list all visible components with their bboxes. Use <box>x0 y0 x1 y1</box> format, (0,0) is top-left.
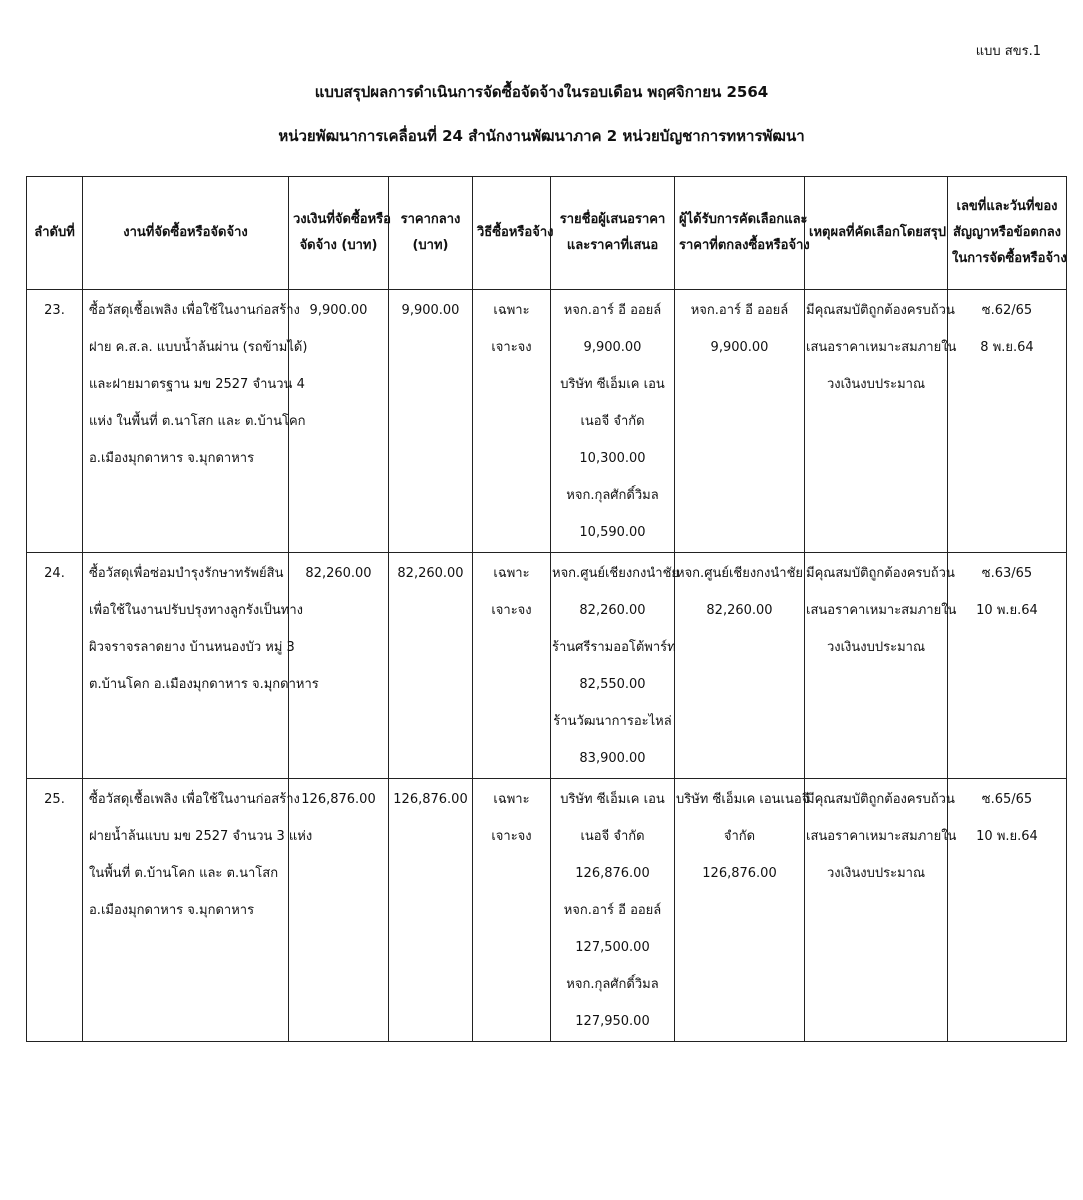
cell-text-line: ในพื้นที่ ต.บ้านโคก และ ต.นาโสก <box>89 866 279 881</box>
cell-text-line: 126,876.00 <box>702 866 777 881</box>
cell-text-line: 82,260.00 <box>706 603 773 618</box>
cell-text-line: ซื้อวัสดุเชื้อเพลิง เพื่อใช้ในงานก่อสร้าง <box>89 792 300 807</box>
cell-text-line: จำกัด <box>723 829 756 844</box>
cell-text-line: ลำดับที่ <box>34 225 75 240</box>
selection-reason <box>805 290 957 553</box>
cell-text-line: ซ.65/65 <box>981 792 1033 807</box>
median-price: 126,876.00 <box>389 779 473 1042</box>
cell-text-line: หจก.อาร์ อี ออยล์ <box>563 903 662 918</box>
cell-text-line: ร้านวัฒนาการอะไหล่ <box>553 714 672 729</box>
cell-text-line: 127,950.00 <box>575 1014 650 1029</box>
header-work <box>83 177 289 290</box>
cell-text-line: และฝายมาตรฐาน มข 2527 จำนวน 4 <box>89 377 305 392</box>
bidders-list <box>551 553 680 779</box>
cell-text-line: 126,876.00 <box>575 866 650 881</box>
cell-text-line: วงเงินงบประมาณ <box>826 377 926 392</box>
cell-text-line: บริษัท ซีเอ็มเค เอน <box>560 377 665 392</box>
cell-text-line: 82,260.00 <box>579 603 646 618</box>
cell-text-line: วงเงินงบประมาณ <box>826 866 926 881</box>
cell-text-line: งานที่จัดซื้อหรือจัดจ้าง <box>123 225 248 240</box>
header-selected <box>675 177 810 290</box>
header-median-price <box>389 177 473 290</box>
work-description <box>83 779 313 1042</box>
cell-text-line: 10,590.00 <box>579 525 646 540</box>
work-description <box>83 290 308 553</box>
cell-text-line: ในการจัดซื้อหรือจ้าง <box>952 251 1067 266</box>
header-reason <box>805 177 948 290</box>
cell-text-line: และราคาที่เสนอ <box>566 238 659 253</box>
header-budget <box>289 177 389 290</box>
cell-text-line: ราคาที่ตกลงซื้อหรือจ้าง <box>679 238 810 253</box>
cell-text-line: 10,300.00 <box>579 451 646 466</box>
selected-vendor <box>675 779 810 1042</box>
cell-text-line: 10 พ.ย.64 <box>976 603 1038 618</box>
cell-text-line: ร้านศรีรามออโต้พาร์ท <box>552 640 676 655</box>
cell-text-line: มีคุณสมบัติถูกต้องครบถ้วน <box>806 303 955 318</box>
budget-amount: 126,876.00 <box>289 779 389 1042</box>
cell-text-line: วงเงินงบประมาณ <box>826 640 926 655</box>
procurement-summary-table <box>26 176 1067 1042</box>
cell-text-line: 8 พ.ย.64 <box>980 340 1034 355</box>
cell-text-line: จัดจ้าง (บาท) <box>299 238 378 253</box>
cell-text-line: ซ.63/65 <box>981 566 1033 581</box>
cell-text-line: เนอจี จำกัด <box>580 829 645 844</box>
selected-vendor <box>675 553 805 779</box>
header-bidders <box>551 177 675 290</box>
report-subtitle: หน่วยพัฒนาการเคลื่อนที่ 24 สำนักงานพัฒนาภาค 2 หน่วยบัญชาการทหารพัฒนา <box>278 127 805 145</box>
contract-info <box>948 290 1067 553</box>
cell-text-line: อ.เมืองมุกดาหาร จ.มุกดาหาร <box>89 903 255 918</box>
cell-text-line: เสนอราคาเหมาะสมภายใน <box>806 829 957 844</box>
header-contract <box>948 177 1067 290</box>
contract-info <box>948 553 1067 779</box>
cell-text-line: เสนอราคาเหมาะสมภายใน <box>806 603 957 618</box>
cell-text-line: หจก.ศูนย์เชียงกงนำชัย <box>676 566 804 581</box>
cell-text-line: ซ.62/65 <box>981 303 1033 318</box>
form-code: แบบ สขร.1 <box>975 44 1041 59</box>
cell-text-line: มีคุณสมบัติถูกต้องครบถ้วน <box>806 566 955 581</box>
median-price: 82,260.00 <box>389 553 473 779</box>
selection-reason <box>805 779 957 1042</box>
cell-text-line: มีคุณสมบัติถูกต้องครบถ้วน <box>806 792 955 807</box>
cell-text-line: 83,900.00 <box>579 751 646 766</box>
cell-text-line: ซื้อวัสดุเชื้อเพลิง เพื่อใช้ในงานก่อสร้าง <box>89 303 300 318</box>
header-method <box>473 177 554 290</box>
cell-text-line: สัญญาหรือข้อตกลง <box>952 225 1062 240</box>
cell-text-line: หจก.กุลศักดิ์วิมล <box>566 488 659 503</box>
cell-text-line: ผิวจราจรลาดยาง บ้านหนองบัว หมู่ 3 <box>89 640 295 655</box>
row-number: 25. <box>27 779 83 1042</box>
header-row <box>27 177 1067 290</box>
cell-text-line: แห่ง ในพื้นที่ ต.นาโสก และ ต.บ้านโคก <box>89 414 306 429</box>
header-no <box>27 177 83 290</box>
cell-text-line: 9,900.00 <box>710 340 769 355</box>
cell-text-line: บริษัท ซีเอ็มเค เอนเนอจี <box>676 792 810 807</box>
cell-text-line: ฝาย ค.ส.ล. แบบน้ำล้นผ่าน (รถข้ามได้) <box>89 340 308 355</box>
cell-text-line: เนอจี จำกัด <box>580 414 645 429</box>
cell-text-line: หจก.อาร์ อี ออยล์ <box>690 303 789 318</box>
cell-text-line: หจก.ศูนย์เชียงกงนำชัย <box>552 566 680 581</box>
cell-text-line: เสนอราคาเหมาะสมภายใน <box>806 340 957 355</box>
procurement-method: เฉพาะเจาะจง <box>473 290 551 553</box>
median-price: 9,900.00 <box>389 290 473 553</box>
table-row <box>27 779 1067 1042</box>
cell-text-line: 10 พ.ย.64 <box>976 829 1038 844</box>
cell-text-line: เหตุผลที่คัดเลือกโดยสรุป <box>809 225 947 240</box>
cell-text-line: อ.เมืองมุกดาหาร จ.มุกดาหาร <box>89 451 255 466</box>
row-number: 23. <box>27 290 83 553</box>
cell-text-line: บริษัท ซีเอ็มเค เอน <box>560 792 665 807</box>
procurement-method: เฉพาะเจาะจง <box>473 779 551 1042</box>
cell-text-line: ฝายน้ำล้นแบบ มข 2527 จำนวน 3 แห่ง <box>89 829 313 844</box>
cell-text-line: ต.บ้านโคก อ.เมืองมุกดาหาร จ.มุกดาหาร <box>89 677 319 692</box>
cell-text-line: (บาท) <box>412 238 449 253</box>
contract-info <box>948 779 1067 1042</box>
cell-text-line: ซื้อวัสดุเพื่อซ่อมบำรุงรักษาทรัพย์สิน <box>89 566 284 581</box>
table-row <box>27 553 1067 779</box>
budget-amount: 82,260.00 <box>289 553 389 779</box>
table-row <box>27 290 1067 553</box>
procurement-method: เฉพาะเจาะจง <box>473 553 551 779</box>
cell-text-line: ราคากลาง <box>400 212 461 227</box>
bidders-list <box>551 779 675 1042</box>
cell-text-line: เลขที่และวันที่ของ <box>956 199 1058 214</box>
report-title: แบบสรุปผลการดำเนินการจัดซื้อจัดจ้างในรอบเดือน พฤศจิกายน 2564 <box>314 83 769 101</box>
cell-text-line: เพื่อใช้ในงานปรับปรุงทางลูกรังเป็นทาง <box>89 603 304 618</box>
cell-text-line: ผู้ได้รับการคัดเลือกและ <box>679 212 808 227</box>
work-description <box>83 553 319 779</box>
row-number: 24. <box>27 553 83 779</box>
budget-amount: 9,900.00 <box>289 290 389 553</box>
cell-text-line: วงเงินที่จัดซื้อหรือ <box>293 212 391 227</box>
cell-text-line: หจก.กุลศักดิ์วิมล <box>566 977 659 992</box>
cell-text-line: วิธีซื้อหรือจ้าง <box>477 225 554 240</box>
cell-text-line: 9,900.00 <box>583 340 642 355</box>
cell-text-line: 82,550.00 <box>579 677 646 692</box>
cell-text-line: รายชื่อผู้เสนอราคา <box>559 212 666 227</box>
selection-reason <box>805 553 957 779</box>
bidders-list <box>551 290 675 553</box>
cell-text-line: หจก.อาร์ อี ออยล์ <box>563 303 662 318</box>
cell-text-line: 127,500.00 <box>575 940 650 955</box>
selected-vendor <box>675 290 805 553</box>
